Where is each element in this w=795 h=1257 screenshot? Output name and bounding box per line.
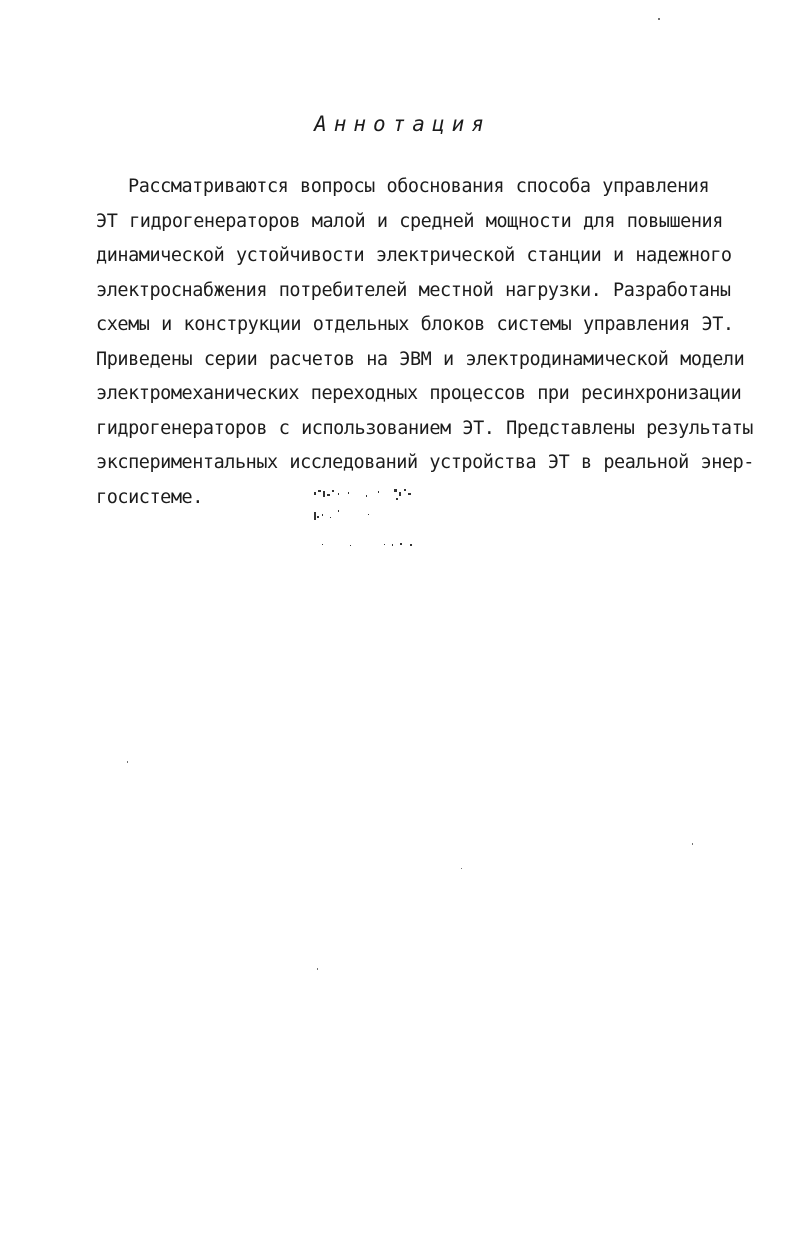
abstract-line-4: электроснабжения потребителей местной нагрузки. Разработаны <box>96 279 731 301</box>
abstract-line-9: экспериментальных исследований устройства ЭТ в реальной энер- <box>96 452 754 473</box>
abstract-paragraph <box>96 170 786 515</box>
abstract-line-8: гидрогенераторов с использованием ЭТ. Представлены результаты <box>96 417 753 439</box>
abstract-line-1: Рассматриваются вопросы обоснования способа управления <box>128 176 710 197</box>
page-title: Аннотация <box>314 112 491 136</box>
abstract-line-6: Приведены серии расчетов на ЭВМ и электродинамической модели <box>96 348 745 370</box>
abstract-line-7: электромеханических переходных процессов при ресинхронизации <box>96 383 742 404</box>
abstract-line-3: динамической устойчивости электрической станции и надежного <box>96 245 732 266</box>
scan-speck <box>658 18 660 20</box>
abstract-line-10: госистеме. <box>96 486 203 508</box>
scan-speck <box>461 868 462 869</box>
abstract-line-2: ЭТ гидрогенераторов малой и средней мощности для повышения <box>96 210 723 232</box>
scan-speck <box>692 843 693 845</box>
abstract-line-5: схемы и конструкции отдельных блоков системы управления ЭТ. <box>96 314 734 335</box>
scan-speck <box>317 968 318 970</box>
scan-smudge <box>308 486 428 552</box>
scan-speck <box>127 761 128 763</box>
